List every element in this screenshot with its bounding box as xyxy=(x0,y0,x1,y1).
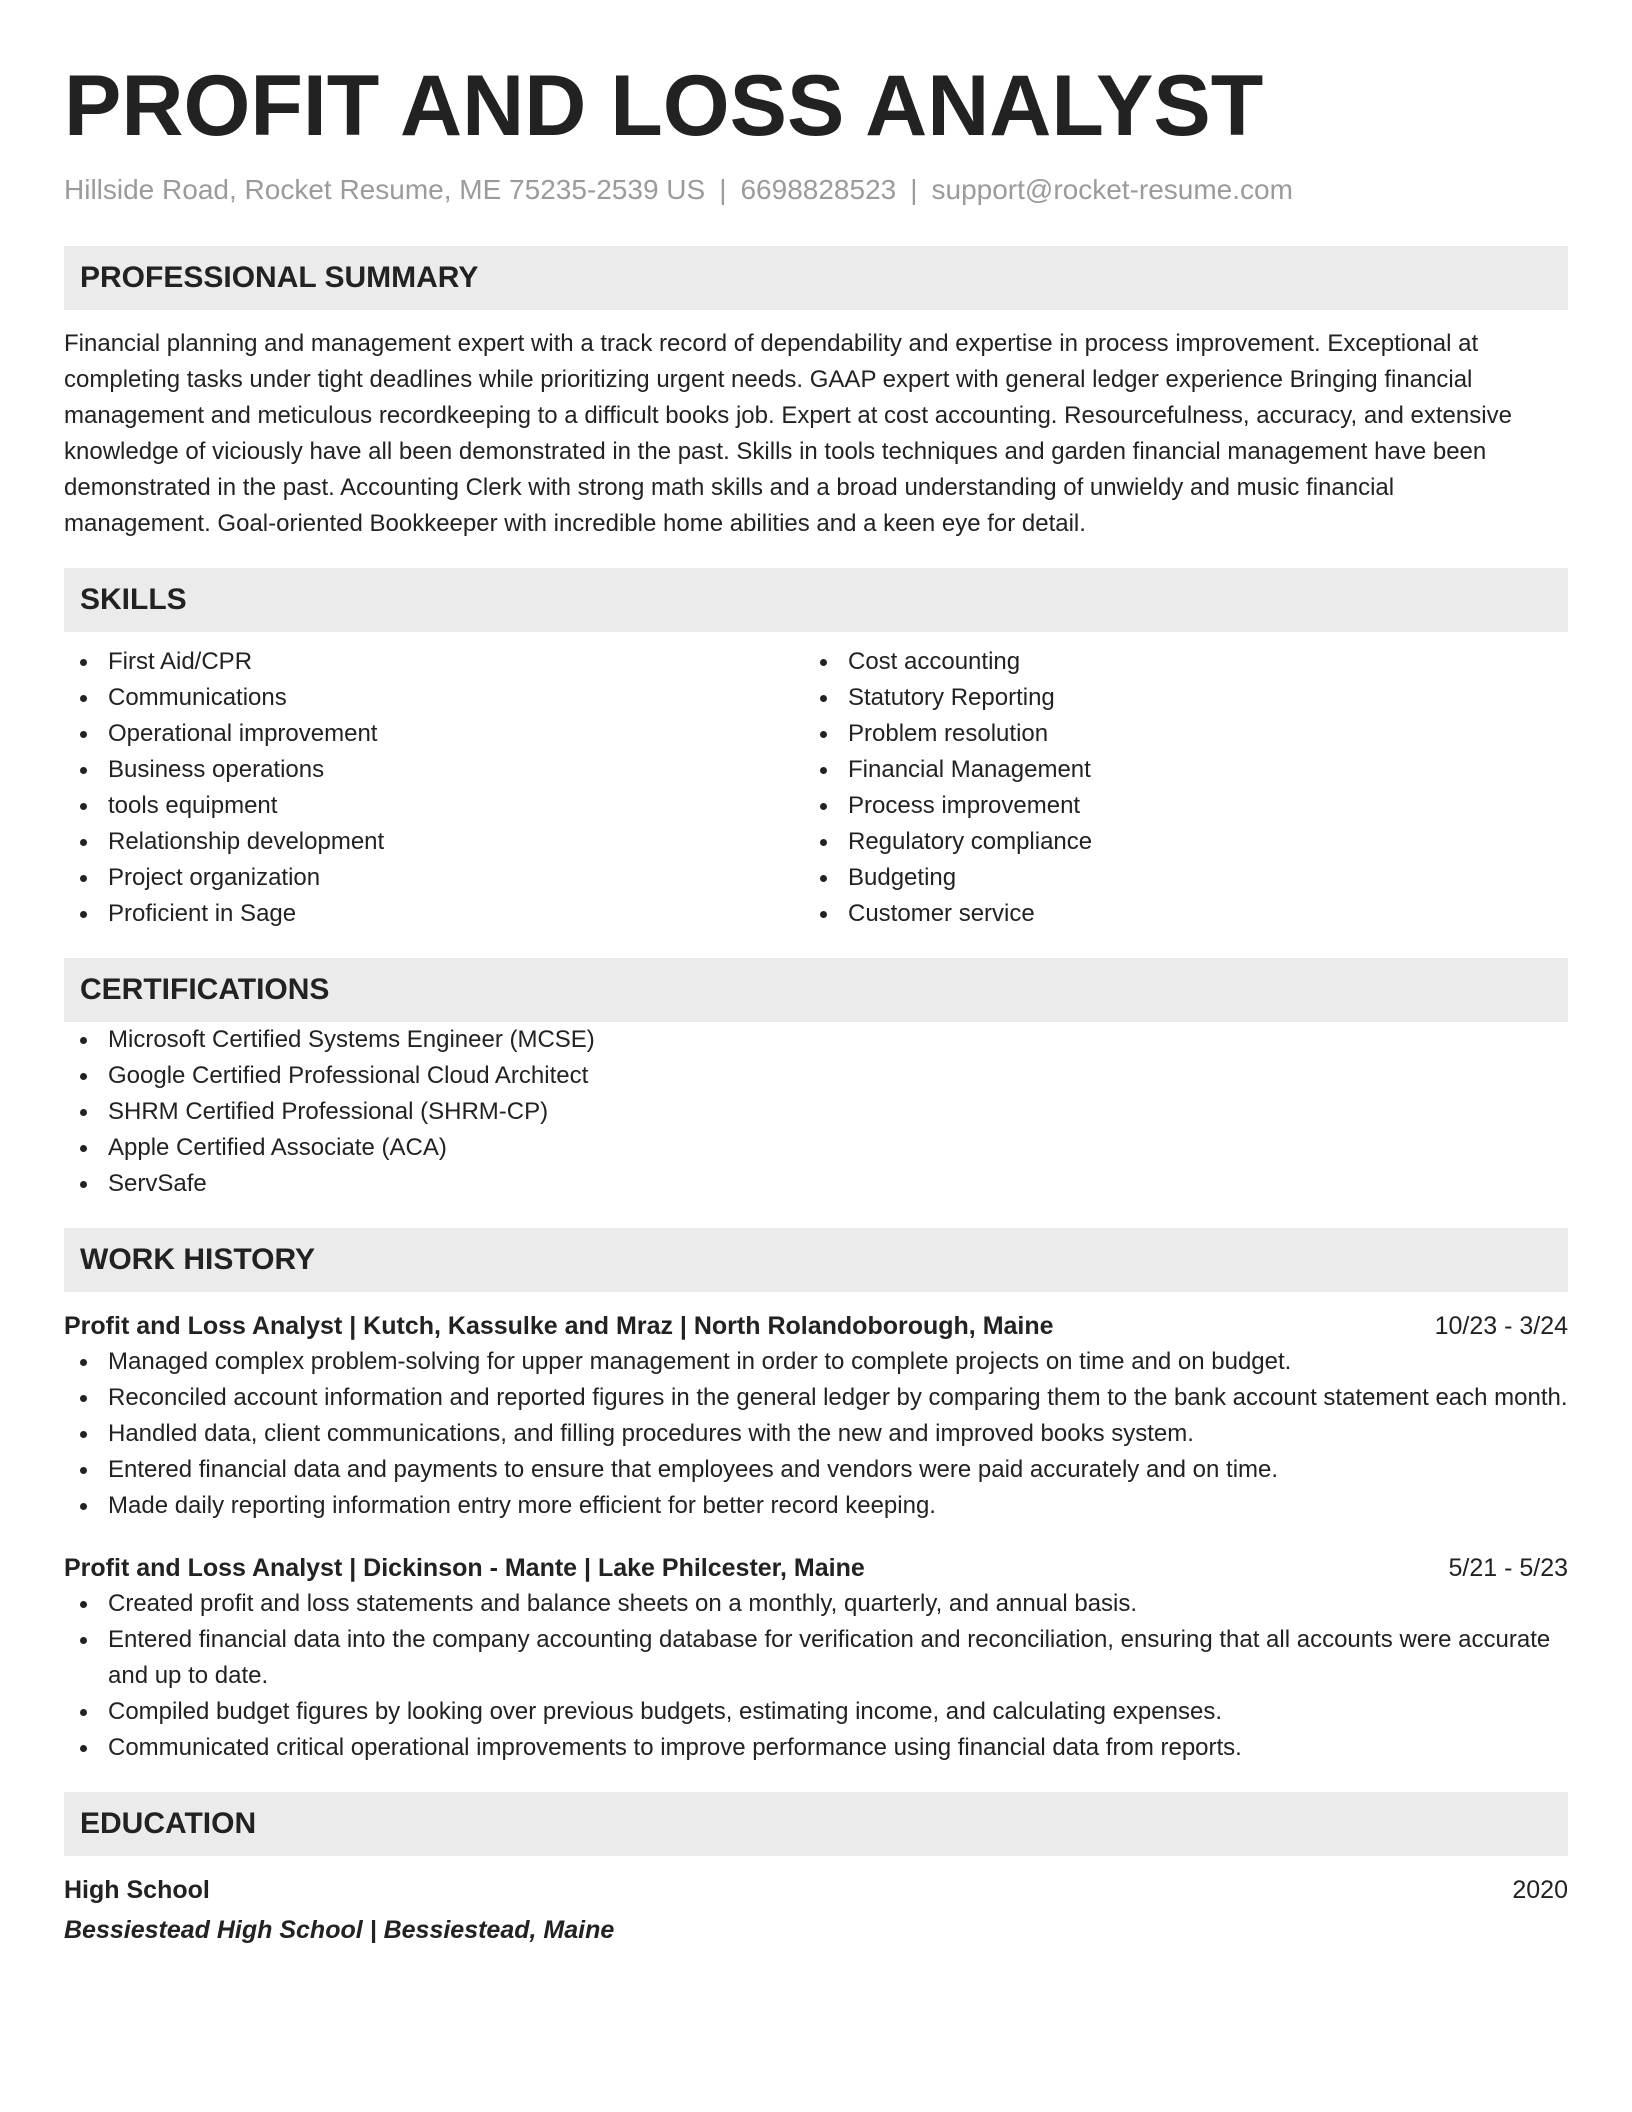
job-duty-item: Entered financial data into the company accounting database for verification and reconciliation, ensuring that all accounts were accurate and up to date. xyxy=(64,1622,1568,1694)
skill-item: Relationship development xyxy=(64,824,804,860)
job-duty-item: Created profit and loss statements and balance sheets on a monthly, quarterly, and annual basis. xyxy=(64,1586,1568,1622)
education-entry xyxy=(64,1872,1568,1908)
job-header xyxy=(64,1550,1568,1586)
contact-address: Hillside Road, Rocket Resume, ME 75235-2539 US xyxy=(64,174,706,205)
certification-item: Google Certified Professional Cloud Architect xyxy=(64,1058,1568,1094)
skill-item: Cost accounting xyxy=(804,644,1544,680)
contact-email: support@rocket-resume.com xyxy=(931,174,1293,205)
job-duties xyxy=(64,1344,1568,1524)
skill-item: Statutory Reporting xyxy=(804,680,1544,716)
job-title: Profit and Loss Analyst | Dickinson - Mante | Lake Philcester, Maine xyxy=(64,1554,865,1582)
job-duty-item: Communicated critical operational improvements to improve performance using financial data from reports. xyxy=(64,1730,1568,1766)
job-duty-item: Made daily reporting information entry more efficient for better record keeping. xyxy=(64,1488,1568,1524)
skill-item: First Aid/CPR xyxy=(64,644,804,680)
education-school: Bessiestead High School | Bessiestead, Maine xyxy=(64,1916,615,1944)
certifications-list xyxy=(64,1022,1568,1202)
skills-column-right xyxy=(804,644,1544,932)
skill-item: Project organization xyxy=(64,860,804,896)
job-header xyxy=(64,1308,1568,1344)
contact-separator: | xyxy=(910,174,918,205)
job-duties xyxy=(64,1586,1568,1766)
skill-item: Process improvement xyxy=(804,788,1544,824)
skill-item: Proficient in Sage xyxy=(64,896,804,932)
education-heading: EDUCATION xyxy=(64,1792,1568,1856)
skills-column-left xyxy=(64,644,804,932)
skill-item: Business operations xyxy=(64,752,804,788)
certification-item: SHRM Certified Professional (SHRM-CP) xyxy=(64,1094,1568,1130)
job-duty-item: Compiled budget figures by looking over previous budgets, estimating income, and calculating expenses. xyxy=(64,1694,1568,1730)
skill-item: Communications xyxy=(64,680,804,716)
resume-name: PROFIT AND LOSS ANALYST xyxy=(64,58,1264,154)
contact-line xyxy=(64,172,1568,208)
job-duty-item: Entered financial data and payments to ensure that employees and vendors were paid accurately and on time. xyxy=(64,1452,1568,1488)
skill-item: Budgeting xyxy=(804,860,1544,896)
certification-item: Microsoft Certified Systems Engineer (MCSE) xyxy=(64,1022,1568,1058)
certifications-heading: CERTIFICATIONS xyxy=(64,958,1568,1022)
contact-separator: | xyxy=(719,174,727,205)
job-dates: 10/23 - 3/24 xyxy=(1434,1312,1568,1340)
job-title: Profit and Loss Analyst | Kutch, Kassulke and Mraz | North Rolandoborough, Maine xyxy=(64,1312,1054,1340)
skills-heading: SKILLS xyxy=(64,568,1568,632)
skill-item: Customer service xyxy=(804,896,1544,932)
job-duty-item: Handled data, client communications, and filling procedures with the new and improved books system. xyxy=(64,1416,1568,1452)
contact-phone: 6698828523 xyxy=(740,174,897,205)
certification-item: Apple Certified Associate (ACA) xyxy=(64,1130,1568,1166)
summary-heading: PROFESSIONAL SUMMARY xyxy=(64,246,1568,310)
education-year: 2020 xyxy=(1512,1876,1568,1904)
skill-item: Regulatory compliance xyxy=(804,824,1544,860)
work-history-heading: WORK HISTORY xyxy=(64,1228,1568,1292)
job-dates: 5/21 - 5/23 xyxy=(1448,1554,1568,1582)
skill-item: tools equipment xyxy=(64,788,804,824)
skill-item: Financial Management xyxy=(804,752,1544,788)
skill-item: Problem resolution xyxy=(804,716,1544,752)
job-duty-item: Reconciled account information and reported figures in the general ledger by comparing them to the bank account statement each month. xyxy=(64,1380,1568,1416)
job-duty-item: Managed complex problem-solving for upper management in order to complete projects on time and on budget. xyxy=(64,1344,1568,1380)
certification-item: ServSafe xyxy=(64,1166,1568,1202)
skills-list xyxy=(64,644,1568,932)
education-degree: High School xyxy=(64,1876,210,1904)
skill-item: Operational improvement xyxy=(64,716,804,752)
summary-text: Financial planning and management expert with a track record of dependability and expertise in process improvement. Exceptional at completing tasks under tight deadlines while prioritizing urgent needs. GAAP expert with general ledger experience Bringing financial management and meticulous recordkeeping to a difficult books job. Expert at cost accounting. Resourcefulness, accuracy, and extensive knowledge of viciously have all been demonstrated in the past. Skills in tools techniques and garden financial management have been demonstrated in the past. Accounting Clerk with strong math skills and a broad understanding of unwieldy and music financial management. Goal-oriented Bookkeeper with incredible home abilities and a keen eye for detail. xyxy=(64,330,1512,537)
